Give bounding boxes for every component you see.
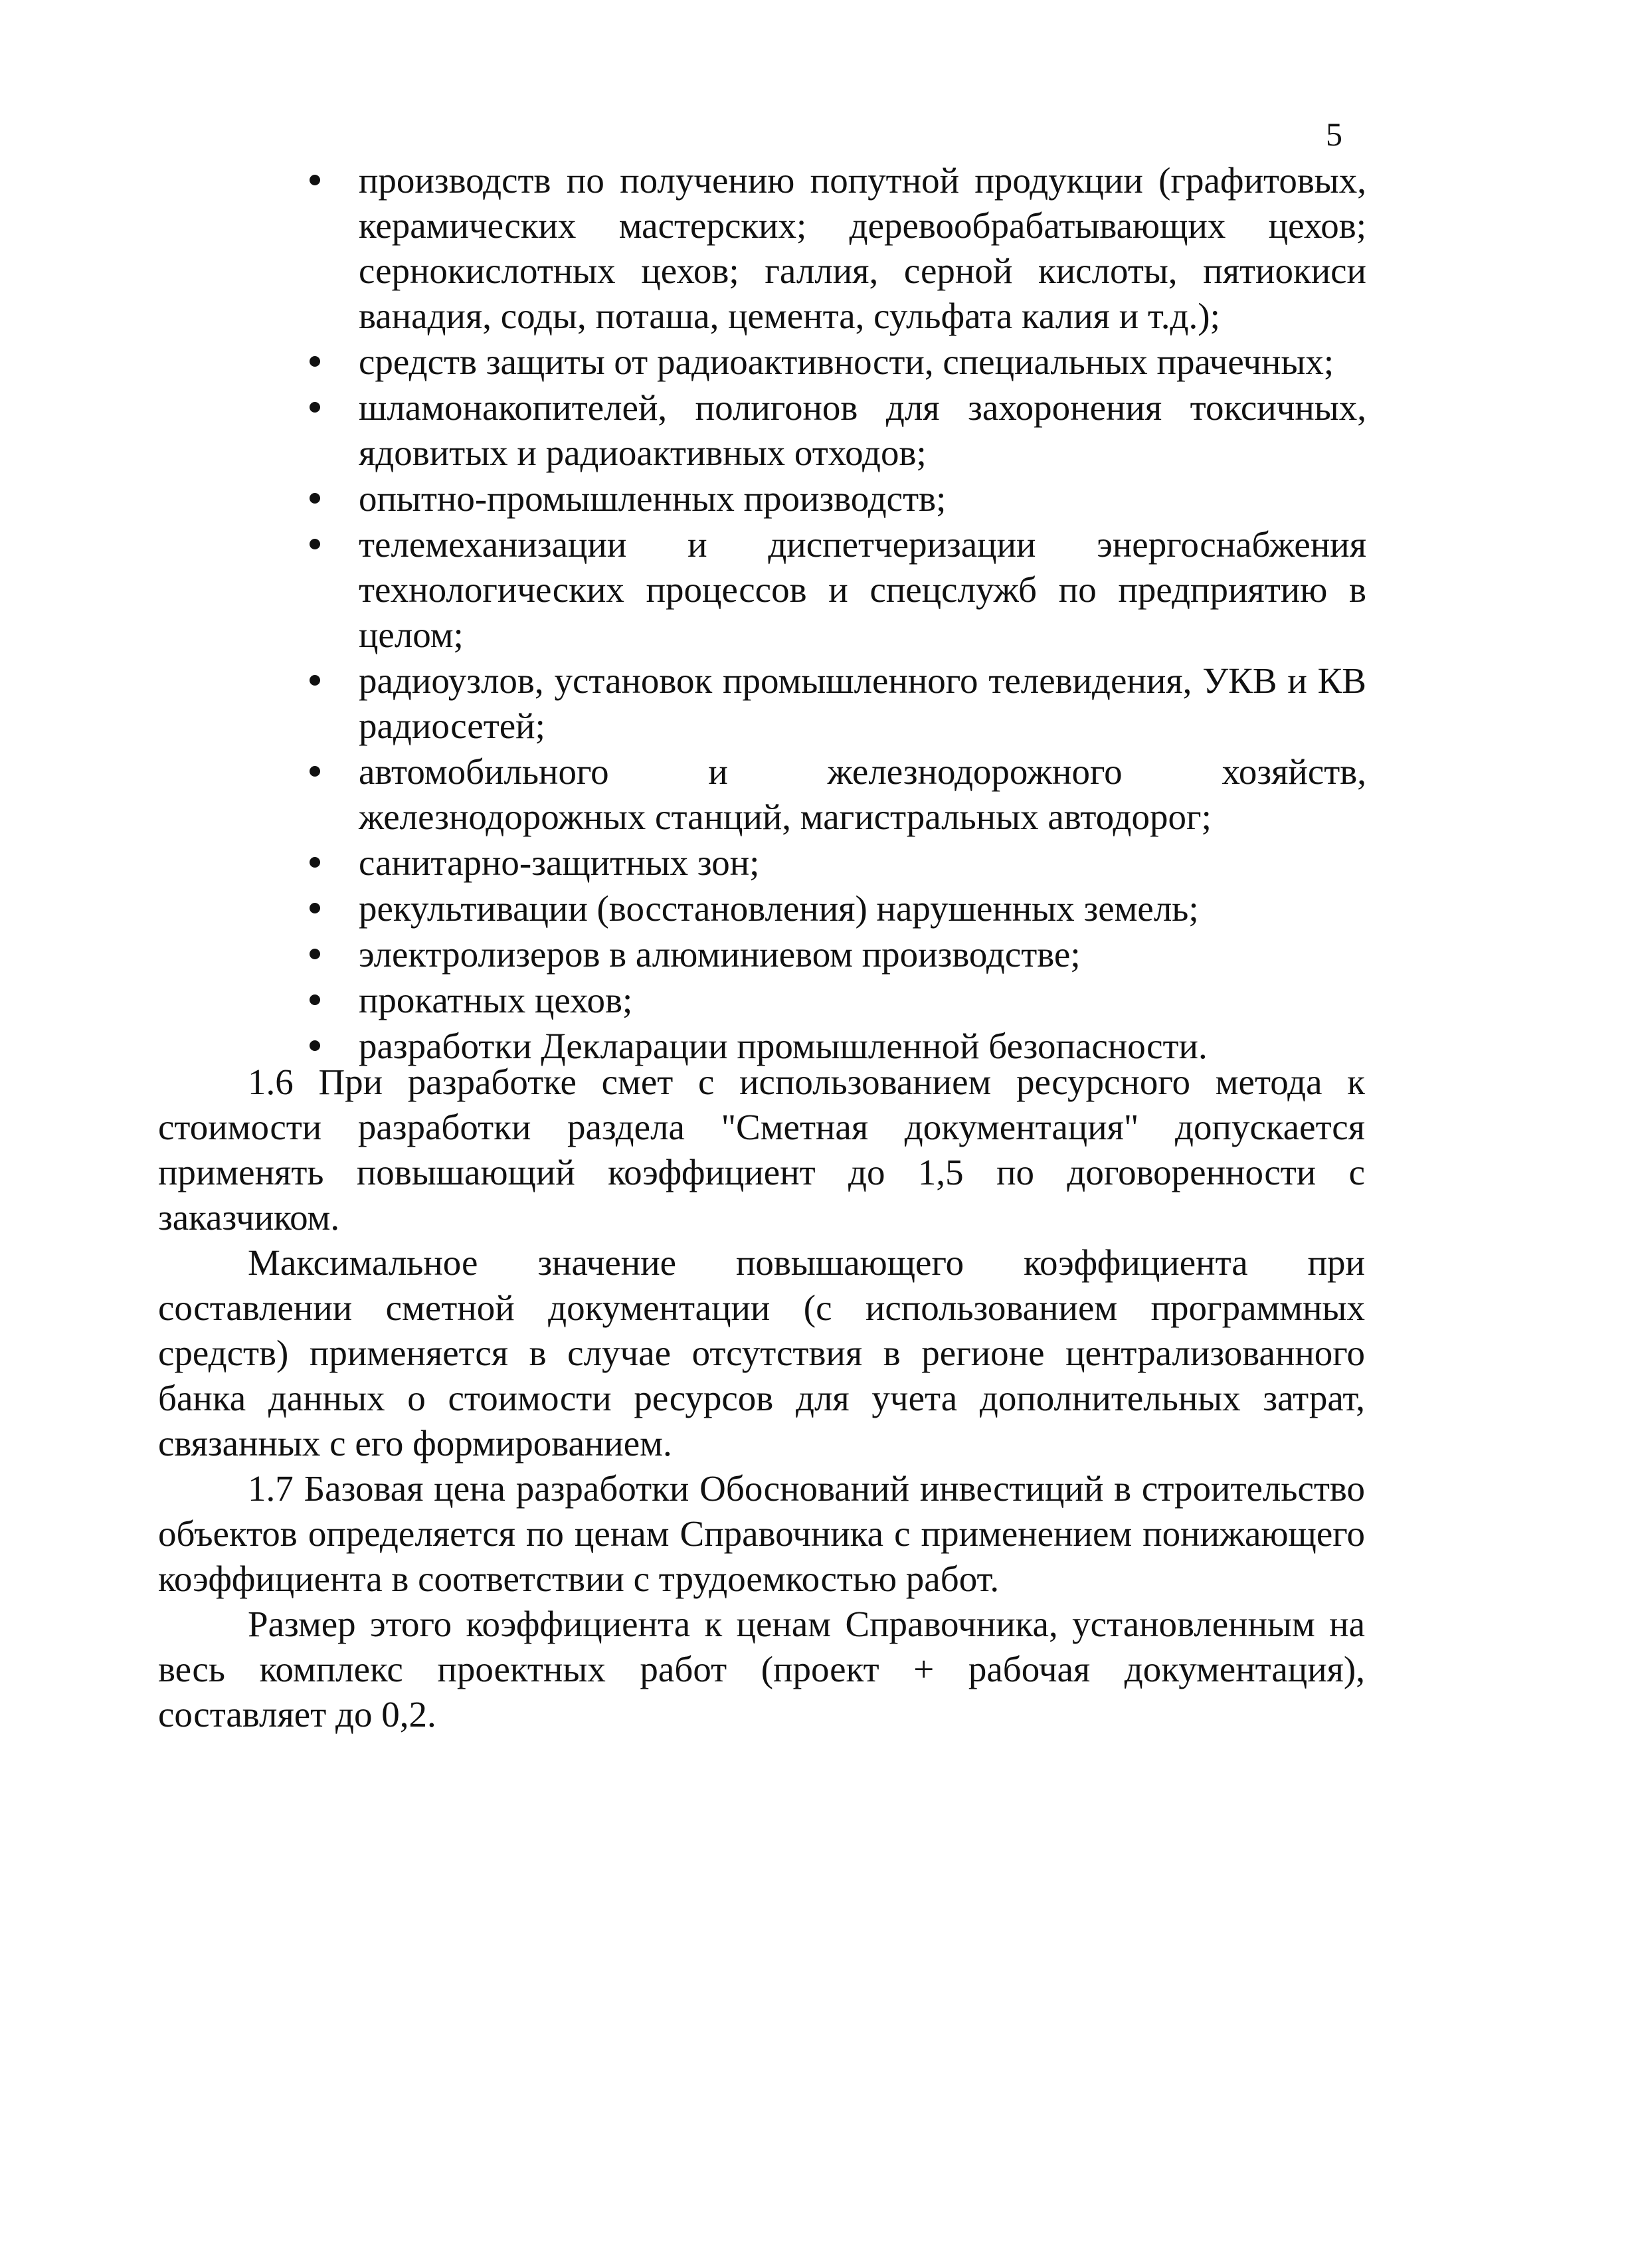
page-number: 5	[1326, 116, 1342, 153]
paragraph-1-7: 1.7 Базовая цена разработки Обоснований инвестиций в строительство объектов определяется по ценам Справочника с применением понижающего коэффициента в соответствии с трудоемкостью работ.	[158, 1468, 1365, 1599]
list-item	[299, 749, 1366, 840]
bullet-icon	[310, 675, 320, 686]
list-item-text: опытно-промышленных производств;	[359, 478, 947, 519]
bullet-icon	[310, 356, 320, 367]
list-item	[299, 886, 1366, 931]
bullet-icon	[310, 949, 320, 959]
list-item-text: рекультивации (восстановления) нарушенных земель;	[359, 888, 1199, 929]
list-item-text: телемеханизации и диспетчеризации энергоснабжения технологических процессов и спецслужб по предприятию в целом;	[359, 524, 1366, 655]
list-item-text: шламонакопителей, полигонов для захоронения токсичных, ядовитых и радиоактивных отходов;	[359, 387, 1366, 473]
list-item	[299, 840, 1366, 886]
list-item-text: электролизеров в алюминиевом производстве;	[359, 934, 1081, 975]
list-item-text: производств по получению попутной продукции (графитовых, керамических мастерских; деревообрабатывающих цехов; сернокислотных цехов; галлия, серной кислоты, пятиокиси ванадия, соды, поташа, цемента, сульфата калия и т.д.);	[359, 160, 1366, 336]
list-item	[299, 978, 1366, 1023]
bullet-icon	[310, 175, 320, 185]
list-item-text: разработки Декларации промышленной безопасности.	[359, 1026, 1208, 1066]
paragraph-1-6: 1.6 При разработке смет с использованием ресурсного метода к стоимости разработки раздела "Сметная документация" допускается применять повышающий коэффициент до 1,5 по договоренности с заказчиком.	[158, 1062, 1365, 1238]
list-item	[299, 385, 1366, 476]
list-item	[299, 339, 1366, 385]
bullet-icon	[310, 903, 320, 913]
bullet-icon	[310, 994, 320, 1005]
list-item-text: радиоузлов, установок промышленного телевидения, УКВ и КВ радиосетей;	[359, 660, 1366, 746]
bullet-icon	[310, 857, 320, 868]
bullet-icon	[310, 402, 320, 413]
list-item	[299, 522, 1366, 658]
bullet-icon	[310, 539, 320, 549]
list-item	[299, 932, 1366, 977]
list-item-text: санитарно-защитных зон;	[359, 842, 760, 883]
bullet-icon	[310, 493, 320, 504]
list-item-text: прокатных цехов;	[359, 980, 633, 1020]
list-item-text: автомобильного и железнодорожного хозяйств, железнодорожных станций, магистральных автодорог;	[359, 751, 1366, 837]
list-item	[299, 658, 1366, 749]
paragraph-coefficient-size: Размер этого коэффициента к ценам Справочника, установленным на весь комплекс проектных работ (проект + рабочая документация), составляет до 0,2.	[158, 1604, 1365, 1735]
bullet-icon	[310, 1040, 320, 1051]
bullet-list	[299, 158, 1366, 1069]
list-item-text: средств защиты от радиоактивности, специальных прачечных;	[359, 341, 1334, 382]
list-item	[299, 158, 1366, 339]
paragraph-max-coefficient: Максимальное значение повышающего коэффициента при составлении сметной документации (с использованием программных средств) применяется в случае отсутствия в регионе централизованного банка данных о стоимости ресурсов для учета дополнительных затрат, связанных с его формированием.	[158, 1242, 1365, 1464]
list-item	[299, 476, 1366, 521]
body-text	[158, 1060, 1365, 1737]
bullet-icon	[310, 766, 320, 777]
